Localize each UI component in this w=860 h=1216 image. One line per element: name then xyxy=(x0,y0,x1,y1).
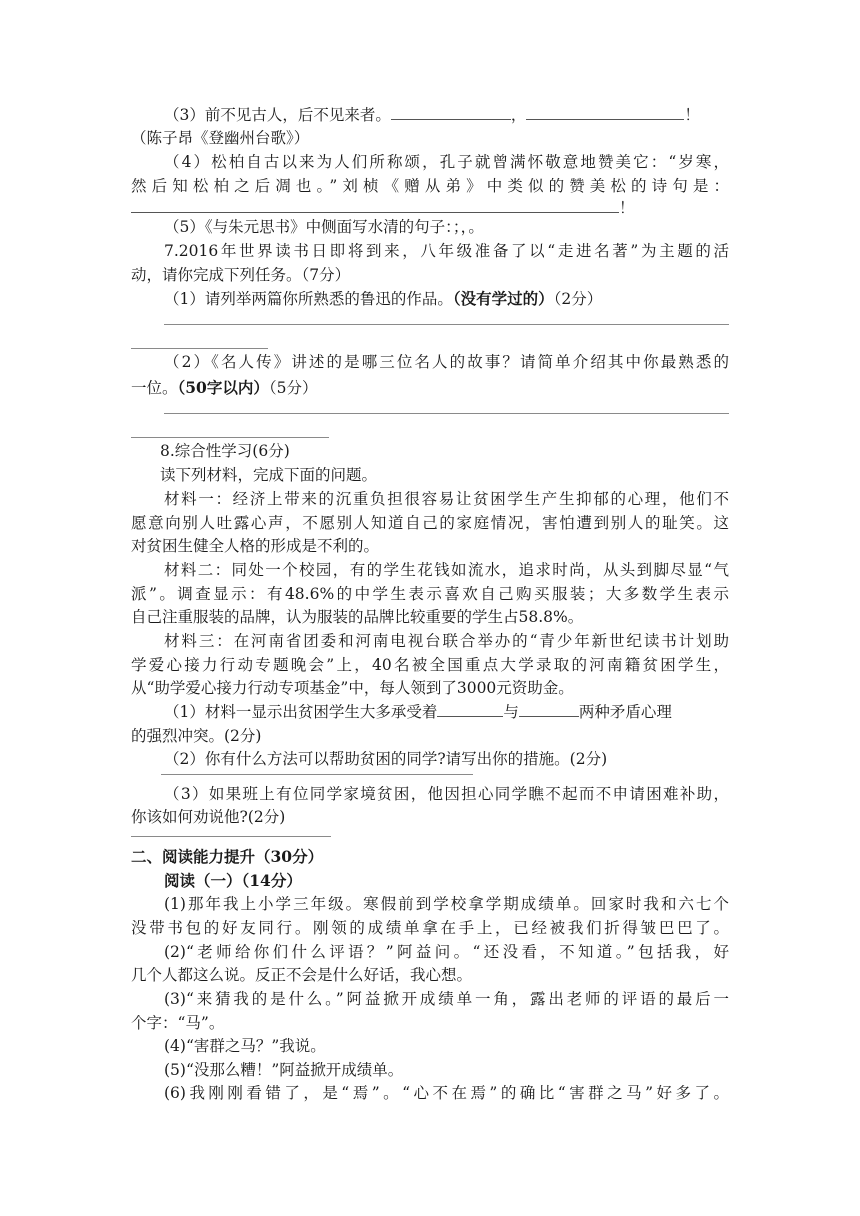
answer-line[interactable] xyxy=(164,413,729,414)
material2-line3: 自己注重服装的品牌，认为服装的品牌比较重要的学生占58.8%。 xyxy=(131,608,584,626)
q6-item3-source: （陈子昂《登幽州台歌》） xyxy=(131,129,310,147)
exclamation: ！ xyxy=(619,199,635,217)
reading1-title: 阅读（一）（14分） xyxy=(164,871,302,890)
q8-sub1-line1 xyxy=(164,701,729,723)
q8-title: 8.综合性学习(6分) xyxy=(160,442,290,460)
q7-sub2-text: 一位。 xyxy=(131,379,178,397)
para5: (5)“没那么糟！”阿益掀开成绩单。 xyxy=(164,1061,404,1079)
para3-line2: 个字：“马”。 xyxy=(131,1014,225,1032)
q7-sub2-emphasis: （50字以内） xyxy=(177,378,269,397)
q8-sub3-line1: （3）如果班上有位同学家境贫困，他因担心同学瞧不起而不申请困难补助， xyxy=(164,785,729,803)
answer-blank[interactable] xyxy=(391,105,511,120)
comma: ， xyxy=(510,106,527,124)
q6-item4-line2: 然后知松柏之后凋也。”刘桢《赠从弟》中类似的赞美松的诗句是： xyxy=(131,177,729,195)
answer-blank[interactable] xyxy=(437,702,503,717)
para2-line1: (2)“老师给你们什么评语？”阿益问。“还没看，不知道。”包括我，好 xyxy=(164,943,729,961)
answer-blank[interactable] xyxy=(526,105,684,120)
q7-sub1-points: （2分） xyxy=(553,290,603,308)
answer-line[interactable] xyxy=(131,836,331,837)
answer-blank[interactable] xyxy=(519,702,579,717)
q7-sub1-emphasis: （没有学过的） xyxy=(452,289,554,308)
q7-sub1 xyxy=(164,288,729,310)
answer-line[interactable] xyxy=(164,324,729,325)
material2-line1: 材料二：同处一个校园，有的学生花钱如流水，追求时尚，从头到脚尽显“气 xyxy=(164,561,729,579)
q8-sub3-line2: 你该如何劝说他?(2分) xyxy=(131,808,286,826)
answer-blank[interactable] xyxy=(131,198,619,213)
section2-title: 二、阅读能力提升（30分） xyxy=(131,847,324,866)
q7-line2: 动，请你完成下列任务。（7分） xyxy=(131,266,351,284)
material1-line1: 材料一：经济上带来的沉重负担很容易让贫困学生产生抑郁的心理，他们不 xyxy=(164,490,729,508)
q8-sub1-conj: 与 xyxy=(503,703,519,721)
answer-line[interactable] xyxy=(131,348,268,349)
q7-sub2-line1: （2）《名人传》讲述的是哪三位名人的故事？请简单介绍其中你最熟悉的 xyxy=(164,353,729,371)
q8-sub1-line2: 的强烈冲突。(2分) xyxy=(131,727,262,745)
para1-line1: (1)那年我上小学三年级。寒假前到学校拿学期成绩单。回家时我和六七个 xyxy=(164,895,729,913)
q6-item5: （5）《与朱元思书》中侧面写水清的句子：；，。 xyxy=(164,218,484,236)
q6-item4-line1: （4）松柏自古以来为人们所称颂，孔子就曾满怀敬意地赞美它：“岁寒， xyxy=(164,153,729,171)
exclamation: ！ xyxy=(684,106,700,124)
answer-line[interactable] xyxy=(131,437,329,438)
para3-line1: (3)“来猜我的是什么。”阿益掀开成绩单一角，露出老师的评语的最后一 xyxy=(164,990,729,1008)
material1-line2: 愿意向别人吐露心声，不愿别人知道自己的家庭情况，害怕遭到别人的耻笑。这 xyxy=(131,514,729,532)
q7-sub2-line2 xyxy=(131,377,729,399)
q7-sub1-text: （1）请列举两篇你所熟悉的鲁迅的作品。 xyxy=(164,290,453,308)
q8-intro: 读下列材料，完成下面的问题。 xyxy=(160,466,378,484)
para6: (6)我刚刚看错了，是“焉”。“心不在焉”的确比“害群之马”好多了。 xyxy=(164,1084,729,1102)
q8-sub2: （2）你有什么方法可以帮助贫困的同学?请写出你的措施。(2分) xyxy=(164,750,608,768)
q8-sub1-tail: 两种矛盾心理 xyxy=(578,703,672,721)
material2-line2: 派”。调查显示：有48.6%的中学生表示喜欢自己购买服装；大多数学生表示 xyxy=(131,585,729,603)
para1-line2: 没带书包的好友同行。刚领的成绩单拿在手上，已经被我们折得皱巴巴了。 xyxy=(131,919,729,937)
material1-line3: 对贫困生健全人格的形成是不利的。 xyxy=(131,537,380,555)
q6-item3-line1 xyxy=(164,104,729,126)
material3-line2: 学爱心接力行动专题晚会”上，40名被全国重点大学录取的河南籍贫困学生， xyxy=(131,656,729,674)
answer-line[interactable] xyxy=(161,774,473,775)
material3-line3: 从“助学爱心接力行动专项基金”中，每人领到了3000元资助金。 xyxy=(131,679,574,697)
material3-line1: 材料三：在河南省团委和河南电视台联合举办的“青少年新世纪读书计划助 xyxy=(164,632,729,650)
para2-line2: 几个人都这么说。反正不会是什么好话，我心想。 xyxy=(131,966,473,984)
q7-line1: 7.2016年世界读书日即将到来，八年级准备了以“走进名著”为主题的活 xyxy=(164,242,729,260)
q6-item3-prompt: （3）前不见古人，后不见来者。 xyxy=(164,106,391,124)
q7-sub2-points: （5分） xyxy=(268,379,318,397)
q8-sub1-text: （1）材料一显示出贫困学生大多承受着 xyxy=(164,703,438,721)
para4: (4)“害群之马？”我说。 xyxy=(164,1037,326,1055)
